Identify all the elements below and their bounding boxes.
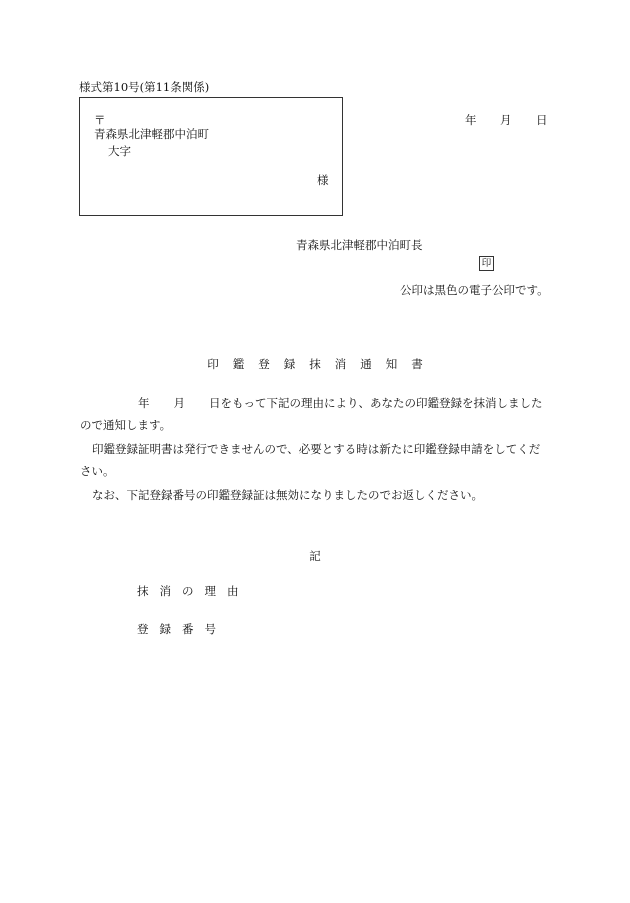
body-paragraph-3: なお、下記登録番号の印鑑登録証は無効になりましたのでお返しください。 <box>92 488 483 502</box>
body-paragraph-1-line2: ので通知します。 <box>80 418 172 432</box>
date-month: 月 <box>500 113 512 127</box>
date-year: 年 <box>465 113 477 127</box>
body-paragraph-2-line2: さい。 <box>80 464 115 478</box>
reason-label: 抹消の理由 <box>137 584 250 598</box>
body-line1-rest: 日をもって下記の理由により、あなたの印鑑登録を抹消しました <box>209 396 543 410</box>
date-day: 日 <box>536 113 548 127</box>
postal-mark: 〒 <box>94 113 106 127</box>
ki-heading: 記 <box>309 549 321 563</box>
body-paragraph-1 <box>80 398 543 410</box>
document-title: 印鑑登録抹消通知書 <box>207 357 437 371</box>
registration-number-label: 登録番号 <box>137 622 227 636</box>
issuer-name: 青森県北津軽郡中泊町長 <box>296 238 423 252</box>
form-number: 様式第10号(第11条関係) <box>79 80 210 94</box>
recipient-address-line1: 青森県北津軽郡中泊町 <box>94 127 209 141</box>
recipient-address-box <box>79 97 343 216</box>
body-paragraph-2: 印鑑登録証明書は発行できませんので、必要とする時は新たに印鑑登録申請をしてくだ <box>92 442 541 456</box>
seal-note: 公印は黒色の電子公印です。 <box>400 283 549 297</box>
recipient-address-line2: 大字 <box>108 144 131 158</box>
body-month: 月 <box>173 396 185 410</box>
body-year: 年 <box>138 396 150 410</box>
seal-stamp-icon: 印 <box>479 256 494 271</box>
recipient-honorific: 様 <box>317 173 329 187</box>
